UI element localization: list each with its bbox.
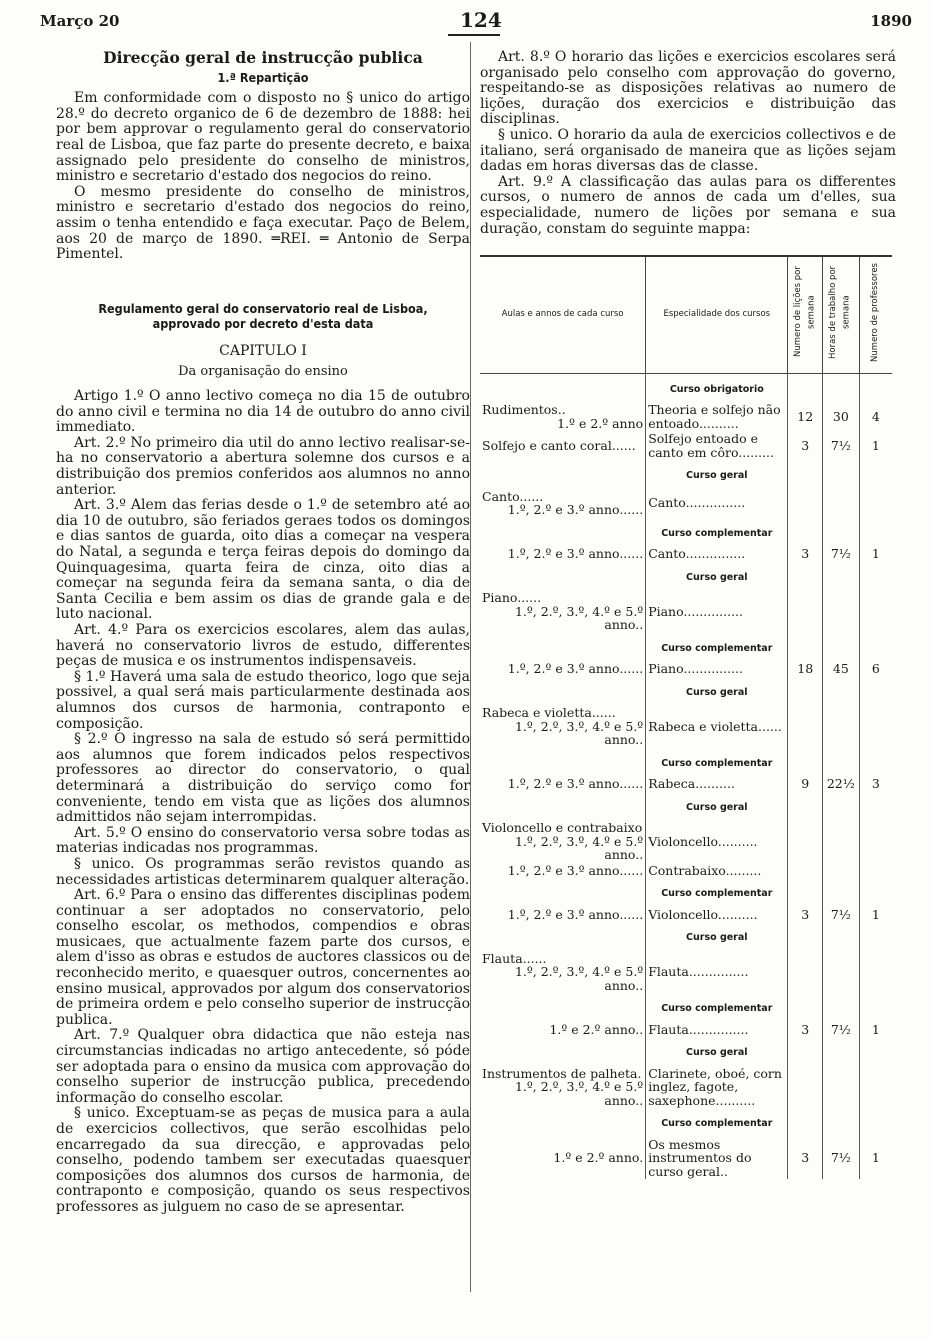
horas-cell [823, 590, 860, 633]
horas-cell: 7½ [823, 907, 860, 923]
aula-name: Canto...... [482, 488, 544, 504]
aula-cell [480, 590, 646, 633]
section-caption-row [480, 1037, 892, 1066]
licoes-cell [788, 705, 823, 748]
section-caption: Curso geral [646, 1037, 788, 1066]
article-paragraph: Artigo 1.º O anno lectivo começa no dia 15 de outubro do anno civil e termina no dia 14 de outubro do anno civil immediato. [56, 388, 470, 436]
aula-cell [480, 431, 646, 460]
anno-range: 1.º e 2.º anno. [553, 1150, 644, 1166]
section-caption: Curso complementar [646, 518, 788, 547]
header-aulas: Aulas e annos de cada curso [480, 256, 646, 373]
anno-range: 1.º, 2.º e 3.º anno...... [507, 776, 644, 792]
table-row [480, 776, 892, 792]
aula-name: Solfejo e canto coral...... [482, 437, 636, 453]
section-caption: Curso complementar [646, 1108, 788, 1137]
especialidade-cell: Rabeca.......... [646, 776, 788, 792]
aula-cell [480, 820, 646, 863]
header-year: 1890 [870, 12, 912, 30]
professores-cell [859, 951, 892, 994]
section-subtitle: 1.ª Repartição [217, 69, 309, 85]
article-paragraph: § unico. O horario da aula de exercicios collectivos e de italiano, será organisado de maneira que as lições sejam dadas em horas diversas das de classe. [480, 126, 896, 175]
professores-cell: 6 [859, 661, 892, 677]
aula-cell [480, 1137, 646, 1180]
especialidade-cell: Canto............... [646, 489, 788, 518]
section-caption-row [480, 792, 892, 821]
professores-cell [859, 705, 892, 748]
especialidade-cell: Rabeca e violetta...... [646, 705, 788, 748]
aula-name: Flauta...... [482, 950, 547, 966]
licoes-cell: 3 [788, 1022, 823, 1038]
horas-cell: 7½ [823, 1137, 860, 1180]
article-paragraph: Art. 5.º O ensino do conservatorio versa sobre todas as materias indicadas nos programmas. [56, 824, 470, 857]
article-paragraph: Art. 4.º Para os exercicios escolares, alem das aulas, haverá no conservatorio livros de estudo, differentes peças de musica e os instrumentos indispensaveis. [56, 622, 470, 670]
article-paragraph: Art. 3.º Alem das ferias desde o 1.º de setembro até ao dia 10 de outubro, são feriados geraes todos os domingos e dias santos de guarda, oito dias a começar na vespera do Natal, a segunda e terça feiras depois do domingo da Quinquagesima, quarta feira de cinza, oito dias a começar na segunda feira da semana santa, o dia de Santa Cecilia e bem assim os dias de grande gala e de luto nacional. [56, 497, 470, 623]
section-title: Direcção geral de instrucção publica [103, 48, 423, 67]
licoes-cell: 9 [788, 776, 823, 792]
licoes-cell [788, 863, 823, 879]
aula-cell [480, 776, 646, 792]
section-caption: Curso complementar [646, 633, 788, 662]
horas-cell [823, 1066, 860, 1109]
especialidade-cell: Os mesmos instrumentos do curso geral.. [646, 1137, 788, 1180]
table-row [480, 951, 892, 994]
anno-range: 1.º, 2.º, 3.º, 4.º e 5.º anno.. [514, 833, 644, 863]
especialidade-cell: Flauta............... [646, 951, 788, 994]
horas-cell: 7½ [823, 431, 860, 460]
page-number-rule [448, 34, 500, 36]
anno-range: 1.º, 2.º e 3.º anno...... [507, 661, 644, 677]
section-caption: Curso geral [646, 922, 788, 951]
aula-cell [480, 863, 646, 879]
header-licoes: Numero de lições por semana [788, 256, 823, 373]
section-caption: Curso complementar [646, 748, 788, 777]
articles-left [56, 389, 470, 1215]
anno-range: 1.º, 2.º e 3.º anno...... [507, 906, 644, 922]
aula-cell [480, 1022, 646, 1038]
aula-cell [480, 489, 646, 518]
licoes-cell [788, 951, 823, 994]
table-row [480, 820, 892, 863]
aula-cell [480, 907, 646, 923]
especialidade-cell: Violoncello.......... [646, 907, 788, 923]
header-professores: Numero de professores [859, 256, 892, 373]
article-paragraph: Art. 7.º Qualquer obra didactica que não esteja nas circumstancias indicadas no artigo antecedente, só póde ser adoptada para o ensino da musica com approvação do conselho superior de instrucção publica, precedendo informação do conselho escolar. [56, 1027, 470, 1106]
section-caption-row [480, 993, 892, 1022]
anno-range: 1.º, 2.º e 3.º anno...... [507, 546, 644, 562]
section-caption: Curso geral [646, 677, 788, 706]
courses-table [480, 255, 892, 1179]
professores-cell: 1 [859, 907, 892, 923]
table-row [480, 489, 892, 518]
licoes-cell [788, 489, 823, 518]
chapter-subheading: Da organisação do ensino [178, 363, 348, 379]
especialidade-cell: Solfejo entoado e canto em côro......... [646, 431, 788, 460]
horas-cell [823, 951, 860, 994]
especialidade-cell: Contrabaixo......... [646, 863, 788, 879]
aula-name: Violoncello e contrabaixo [482, 820, 643, 836]
anno-range: 1.º e 2.º anno.. [549, 1021, 644, 1037]
section-caption-row [480, 373, 892, 402]
professores-cell [859, 590, 892, 633]
professores-cell [859, 489, 892, 518]
table-row [480, 863, 892, 879]
especialidade-cell: Clarinete, oboé, corn inglez, fagote, saxephone.......... [646, 1066, 788, 1109]
aula-name: Piano...... [482, 590, 542, 606]
section-caption-row [480, 677, 892, 706]
decree-paragraph: Em conformidade com o disposto no § unico do artigo 28.º do decreto organico de 6 de dezembro de 1888: hei por bem approvar o regulamento geral do conservatorio real de Lisboa, que faz parte do presente decreto, e baixa assignado pelo presidente do conselho de ministros, ministro e secretario d'estado dos negocios do reino. [56, 90, 470, 185]
article-paragraph: Art. 9.º A classificação das aulas para os differentes cursos, o numero de annos de cada um d'elles, sua especialidade, numero de lições por semana e sua duração, constam do seguinte mappa: [480, 173, 896, 237]
chapter-heading: CAPITULO I [219, 342, 307, 359]
aula-name: Instrumentos de palheta. [482, 1065, 642, 1081]
section-caption: Curso complementar [646, 878, 788, 907]
aula-cell [480, 402, 646, 431]
table-header-row [480, 256, 892, 373]
professores-cell: 3 [859, 776, 892, 792]
professores-cell [859, 1066, 892, 1109]
section-caption: Curso complementar [646, 993, 788, 1022]
section-caption-row [480, 922, 892, 951]
table-row [480, 1066, 892, 1109]
aula-cell [480, 661, 646, 677]
especialidade-cell: Canto............... [646, 546, 788, 562]
anno-range: 1.º, 2.º, 3.º, 4.º e 5.º anno.. [514, 964, 644, 993]
anno-range: 1.º, 2.º, 3.º, 4.º e 5.º anno.. [514, 1079, 644, 1108]
especialidade-cell: Violoncello.......... [646, 820, 788, 863]
aula-cell [480, 705, 646, 748]
licoes-cell: 3 [788, 907, 823, 923]
aula-cell [480, 1066, 646, 1109]
anno-range: 1.º, 2.º e 3.º anno...... [507, 502, 644, 518]
professores-cell: 1 [859, 546, 892, 562]
horas-cell [823, 489, 860, 518]
article-paragraph: Art. 8.º O horario das lições e exercicios escolares será organisado pelo conselho com approvação do governo, respeitando-se as disposições relativas ao numero de lições, duração dos exercicios e distribuição das disciplinas. [480, 49, 896, 128]
licoes-cell: 18 [788, 661, 823, 677]
article-paragraph: § unico. Exceptuam-se as peças de musica para a aula de exercicios collectivos, que serão escolhidas pelo encarregado da sua direcção, e approvadas pelo conselho, podendo tambem ser executadas quaesquer composições dos alumnos dos cursos de harmonia, de contraponto e composição, quando os seus respectivos professores as julguem no caso de se apresentar. [56, 1105, 470, 1215]
horas-cell: 30 [823, 402, 860, 431]
horas-cell [823, 863, 860, 879]
professores-cell [859, 820, 892, 863]
horas-cell: 45 [823, 661, 860, 677]
section-caption-row [480, 878, 892, 907]
anno-range: 1.º, 2.º, 3.º, 4.º e 5.º anno.. [514, 718, 644, 748]
table-row [480, 907, 892, 923]
section-caption-row [480, 562, 892, 591]
section-caption: Curso obrigatorio [646, 373, 788, 402]
horas-cell: 22½ [823, 776, 860, 792]
professores-cell: 1 [859, 1137, 892, 1180]
anno-range: 1.º, 2.º e 3.º anno...... [507, 862, 644, 878]
licoes-cell [788, 590, 823, 633]
section-caption: Curso geral [646, 460, 788, 489]
section-caption: Curso geral [646, 562, 788, 591]
section-caption-row [480, 748, 892, 777]
left-column [56, 50, 470, 1216]
table-row [480, 705, 892, 748]
article-paragraph: Art. 2.º No primeiro dia util do anno lectivo realisar-se-ha no conservatorio a abertura solemne dos cursos e a distribuição dos premios conferidos aos alumnos no anno anterior. [56, 434, 470, 498]
anno-range: 1.º e 2.º anno [557, 415, 644, 431]
anno-range: 1.º, 2.º, 3.º, 4.º e 5.º anno.. [514, 603, 644, 633]
page-number: 124 [460, 8, 502, 32]
header-date: Março 20 [40, 12, 120, 30]
especialidade-cell: Piano............... [646, 661, 788, 677]
table-row [480, 661, 892, 677]
header-horas: Horas de trabalho por semana [823, 256, 860, 373]
table-row [480, 546, 892, 562]
header-especialidade: Especialidade dos cursos [646, 256, 788, 373]
aula-name: Rudimentos.. [482, 402, 566, 418]
licoes-cell [788, 820, 823, 863]
table-row [480, 1022, 892, 1038]
column-separator [470, 42, 471, 1292]
licoes-cell: 3 [788, 546, 823, 562]
regulation-title: Regulamento geral do conservatorio real de Lisboa, approvado por decreto d'esta data [98, 300, 428, 332]
especialidade-cell: Flauta............... [646, 1022, 788, 1038]
professores-cell: 1 [859, 1022, 892, 1038]
article-paragraph: § unico. Os programmas serão revistos quando as necessidades artisticas determinarem qualquer alteração. [56, 855, 470, 888]
right-column [480, 50, 896, 1179]
horas-cell [823, 705, 860, 748]
article-paragraph: § 1.º Haverá uma sala de estudo theorico, logo que seja possivel, a qual será mais particularmente destinada aos alumnos dos cursos de harmonia, contraponto e composição. [56, 668, 470, 732]
aula-cell [480, 951, 646, 994]
especialidade-cell: Piano............... [646, 590, 788, 633]
section-caption-row [480, 1108, 892, 1137]
licoes-cell [788, 1066, 823, 1109]
horas-cell: 7½ [823, 1022, 860, 1038]
horas-cell: 7½ [823, 546, 860, 562]
section-caption: Curso geral [646, 792, 788, 821]
licoes-cell: 3 [788, 1137, 823, 1180]
table-row [480, 431, 892, 460]
horas-cell [823, 820, 860, 863]
especialidade-cell: Theoria e solfejo não entoado.......... [646, 402, 788, 431]
licoes-cell: 3 [788, 431, 823, 460]
professores-cell: 4 [859, 402, 892, 431]
article-paragraph: Art. 6.º Para o ensino das differentes disciplinas podem continuar a ser adoptados no conservatorio, pelo conselho escolar, os methodos, compendios e obras musicaes, que actualmente fazem parte dos cursos, e alem d'isso as obras e estudos de auctores classicos ou de reconhecido merito, e quaesquer outros, concernentes ao ensino musical, approvados por algum dos conservatorios de primeira ordem e pelo conselho superior de instrucção publica. [56, 887, 470, 1028]
table-row [480, 1137, 892, 1180]
professores-cell [859, 863, 892, 879]
article-paragraph: § 2.º O ingresso na sala de estudo só será permittido aos alumnos que forem indicados pelos respectivos professores ao director do conservatorio, o qual determinará a distribuição do serviço como for conveniente, tendo em vista que as lições dos alumnos admittidos não sejam interrompidas. [56, 731, 470, 826]
aula-name: Rabeca e violetta...... [482, 705, 616, 721]
table-body [480, 373, 892, 1179]
table-row [480, 402, 892, 431]
aula-cell [480, 546, 646, 562]
professores-cell: 1 [859, 431, 892, 460]
licoes-cell: 12 [788, 402, 823, 431]
decree-paragraph: O mesmo presidente do conselho de ministros, ministro e secretario d'estado dos negocios do reino, assim o tenha entendido e faça executar. Paço de Belem, aos 20 de março de 1890. ═REI. ═ Antonio de Serpa Pimentel. [56, 183, 470, 263]
section-caption-row [480, 518, 892, 547]
table-row [480, 590, 892, 633]
section-caption-row [480, 460, 892, 489]
section-caption-row [480, 633, 892, 662]
